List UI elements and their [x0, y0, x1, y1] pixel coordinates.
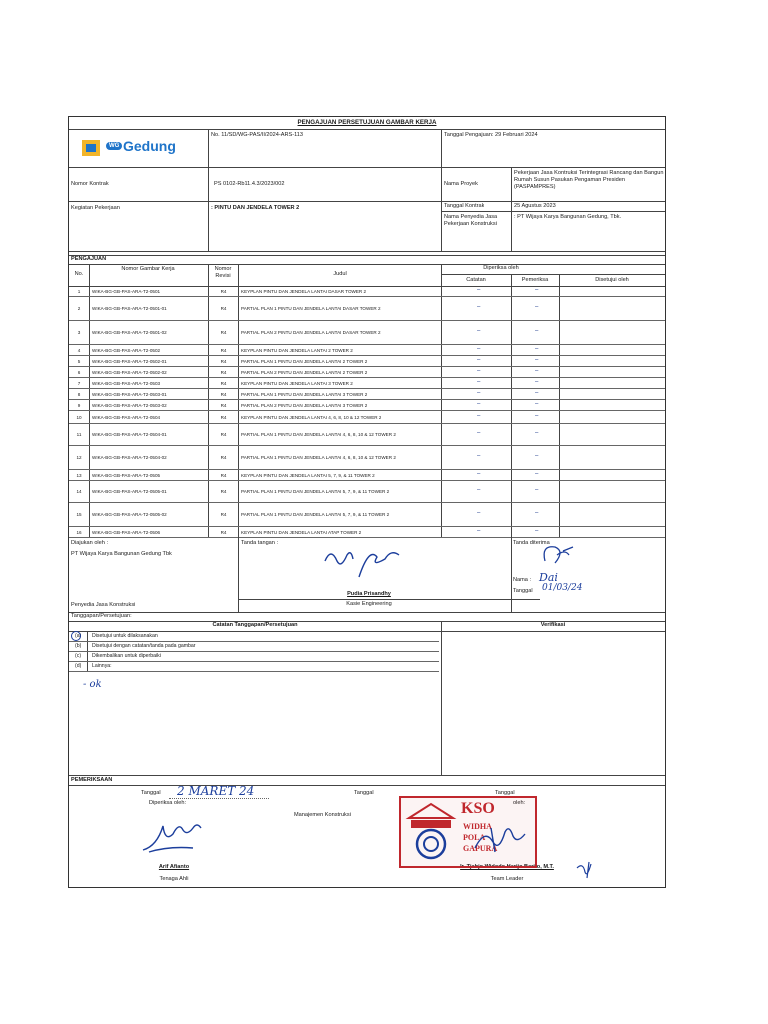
- name-label: Nama :: [513, 577, 532, 583]
- row-drawing-code: WIKA-BG-GB-PAS-ARA-T2-0501: [92, 289, 161, 294]
- row-revision: R4: [220, 381, 227, 386]
- row-drawing-code: WIKA-BG-GB-PAS-ARA-T2-0504-01: [92, 432, 167, 437]
- name-handwritten: Dai: [539, 571, 558, 584]
- table-row: [69, 445, 665, 470]
- stamp-signature: [471, 818, 531, 858]
- col-note: Catatan: [466, 277, 486, 283]
- note-check-mark: –: [477, 528, 481, 534]
- verification-header: Verifikasi: [540, 622, 566, 628]
- row-revision: R4: [220, 489, 227, 494]
- inspector-role: Tenaga Ahli: [159, 876, 189, 882]
- project-name-label: Nama Proyek: [444, 181, 478, 187]
- table-row: [69, 480, 665, 503]
- row-revision: R4: [220, 473, 227, 478]
- ministry-emblem-icon: [81, 138, 103, 158]
- option-label: Lainnya:: [92, 663, 112, 669]
- company-stamp: [399, 796, 537, 868]
- row-title: KEYPLAN PINTU DAN JENDELA LANTAI 5, 7, 9, & 11 TOWER 2: [241, 473, 375, 478]
- col-no: No.: [74, 271, 84, 277]
- row-drawing-code: WIKA-BG-GB-PAS-ARA-T2-0502: [92, 348, 161, 353]
- row-number: 8: [77, 392, 81, 397]
- response-options: [69, 631, 665, 775]
- checked-by-label: Diperiksa oleh:: [149, 800, 186, 806]
- row-number: 2: [77, 306, 81, 311]
- row-revision: R4: [220, 289, 227, 294]
- header-row-2: [69, 167, 665, 202]
- row-revision: R4: [220, 403, 227, 408]
- row-number: 12: [76, 455, 82, 460]
- drawing-table: [69, 286, 665, 537]
- signature-label: Tanda tangan :: [241, 540, 279, 546]
- table-row: [69, 410, 665, 424]
- row-number: 10: [76, 415, 82, 420]
- checker-check-mark: –: [535, 390, 539, 396]
- stamp-line-3: GAPURA: [463, 844, 498, 853]
- checker-check-mark: –: [535, 287, 539, 293]
- project-name-value: Pekerjaan Jasa Kontruksi Terintegrasi Rancang dan Bangun Rumah Susun Pasukan Pengaman Presiden (PASPAMPRES): [514, 170, 664, 190]
- row-revision: R4: [220, 455, 227, 460]
- letter-number: No. 11/SD/WG-PAS/II/2024-ARS-113: [211, 132, 304, 138]
- row-drawing-code: WIKA-BG-GB-PAS-ARA-T2-0504-02: [92, 455, 167, 460]
- provider-label: Nama Penyedia Jasa Pekerjaan Konstruksi: [444, 214, 498, 227]
- row-drawing-code: WIKA-BG-GB-PAS-ARA-T2-0503-01: [92, 392, 167, 397]
- row-revision: R4: [220, 306, 227, 311]
- row-number: 15: [76, 512, 82, 517]
- provider-value: : PT Wijaya Karya Bangunan Gedung, Tbk.: [514, 214, 622, 220]
- note-check-mark: –: [477, 487, 481, 493]
- option-key: (a): [75, 633, 82, 639]
- selected-option-circle: [71, 631, 81, 641]
- note-check-mark: –: [477, 453, 481, 459]
- stamp-line-2: POLA: [463, 833, 486, 842]
- row-revision: R4: [220, 370, 227, 375]
- logo-text: Gedung: [123, 138, 176, 154]
- inspection-date-label-3: Tanggal: [495, 790, 515, 796]
- row-title: KEYPLAN PINTU DAN JENDELA LANTAI 4, 6, 8, 10 & 12 TOWER 2: [241, 415, 382, 420]
- inspection-date-handwritten: 2 MARET 24: [177, 784, 255, 798]
- row-drawing-code: WIKA-BG-GB-PAS-ARA-T2-0505: [92, 473, 161, 478]
- row-drawing-code: WIKA-BG-GB-PAS-ARA-T2-0501-02: [92, 330, 167, 335]
- stamp-emblem-icon: [403, 800, 459, 864]
- provider-footer-label: Penyedia Jasa Konstruksi: [71, 602, 136, 608]
- row-drawing-code: WIKA-BG-GB-PAS-ARA-T2-0504: [92, 415, 161, 420]
- option-key: (b): [75, 643, 82, 649]
- company-logo: [81, 138, 191, 160]
- option-key: (c): [75, 653, 82, 659]
- header-row-1: [69, 129, 665, 168]
- row-title: KEYPLAN PINTU DAN JENDELA LANTAI ATAP TOWER 2: [241, 530, 362, 535]
- inspector-name: Arif Afianto: [158, 864, 190, 870]
- row-revision: R4: [220, 348, 227, 353]
- row-number: 5: [77, 359, 81, 364]
- row-drawing-code: WIKA-BG-GB-PAS-ARA-T2-0503: [92, 381, 161, 386]
- checker-check-mark: –: [535, 510, 539, 516]
- row-revision: R4: [220, 432, 227, 437]
- team-leader-role: Team Leader: [490, 876, 524, 882]
- checker-check-mark: –: [535, 487, 539, 493]
- row-revision: R4: [220, 415, 227, 420]
- row-title: PARTIAL PLAN 1 PINTU DAN JENDELA LANTAI DASAR TOWER 2: [241, 306, 381, 311]
- row-drawing-code: WIKA-BG-GB-PAS-ARA-T2-0505-01: [92, 489, 167, 494]
- table-row: [69, 296, 665, 321]
- checker-check-mark: –: [535, 528, 539, 534]
- inspector-signature: [139, 814, 219, 856]
- team-leader-initial: [575, 860, 605, 880]
- note-check-mark: –: [477, 379, 481, 385]
- option-key: (d): [75, 663, 82, 669]
- row-drawing-code: WIKA-BG-GB-PAS-ARA-T2-0502-01: [92, 359, 167, 364]
- note-check-mark: –: [477, 401, 481, 407]
- note-check-mark: –: [477, 368, 481, 374]
- row-revision: R4: [220, 530, 227, 535]
- row-number: 6: [77, 370, 81, 375]
- option-label: Disetujui dengan catatan/tanda pada gambar: [92, 643, 196, 649]
- table-row: [69, 320, 665, 345]
- row-title: PARTIAL PLAN 2 PINTU DAN JENDELA LANTAI DASAR TOWER 2: [241, 330, 381, 335]
- checker-check-mark: –: [535, 379, 539, 385]
- header-row-3: [69, 201, 665, 252]
- note-check-mark: –: [477, 510, 481, 516]
- date-label: Tanggal: [513, 588, 533, 594]
- checker-check-mark: –: [535, 368, 539, 374]
- option-label: Disetujui untuk dilaksanakan: [92, 633, 158, 639]
- row-title: PARTIAL PLAN 1 PINTU DAN JENDELA LANTAI 5, 7, 9, & 11 TOWER 2: [241, 512, 390, 517]
- row-number: 11: [76, 432, 82, 437]
- row-revision: R4: [220, 359, 227, 364]
- response-label: Tanggapan/Persetujuan:: [71, 613, 132, 619]
- checker-check-mark: –: [535, 346, 539, 352]
- inspection-date-label-1: Tanggal: [141, 790, 161, 796]
- col-checker: Pemeriksa: [521, 277, 549, 283]
- activity-label: Kegiatan Pekerjaan: [71, 205, 120, 211]
- row-drawing-code: WIKA-BG-GB-PAS-ARA-T2-0506: [92, 530, 161, 535]
- row-title: KEYPLAN PINTU DAN JENDELA LANTAI 2 TOWER 2: [241, 348, 353, 353]
- row-drawing-code: WIKA-BG-GB-PAS-ARA-T2-0501-01: [92, 306, 167, 311]
- row-revision: R4: [220, 392, 227, 397]
- row-revision: R4: [220, 330, 227, 335]
- checker-check-mark: –: [535, 304, 539, 310]
- note-check-mark: –: [477, 304, 481, 310]
- form-title: PENGAJUAN PERSETUJUAN GAMBAR KERJA: [297, 119, 437, 126]
- contract-number-label: Nomor Kontrak: [71, 181, 109, 187]
- row-title: PARTIAL PLAN 2 PINTU DAN JENDELA LANTAI 3 TOWER 2: [241, 403, 368, 408]
- contract-date-value: 25 Agustus 2023: [514, 203, 556, 209]
- row-number: 7: [77, 381, 81, 386]
- checker-check-mark: –: [535, 401, 539, 407]
- row-title: PARTIAL PLAN 1 PINTU DAN JENDELA LANTAI 3 TOWER 2: [241, 392, 368, 397]
- note-check-mark: –: [477, 328, 481, 334]
- note-check-mark: –: [477, 287, 481, 293]
- received-label: Tanda diterima: [513, 540, 550, 546]
- inspection-label: PEMERIKSAAN: [71, 777, 113, 783]
- inspection-block: [69, 784, 665, 888]
- note-check-mark: –: [477, 390, 481, 396]
- row-title: KEYPLAN PINTU DAN JENDELA LANTAI DASAR TOWER 2: [241, 289, 367, 294]
- contract-number-value: PS 0102-Rb11.4.3/2023/002: [214, 181, 285, 187]
- note-check-mark: –: [477, 471, 481, 477]
- row-number: 14: [76, 489, 82, 494]
- table-row: [69, 423, 665, 446]
- checker-check-mark: –: [535, 430, 539, 436]
- contract-date-label: Tanggal Kontrak: [444, 203, 485, 209]
- activity-value: : PINTU DAN JENDELA TOWER 2: [211, 205, 300, 211]
- col-checked-by: Diperiksa oleh: [483, 265, 519, 271]
- note-check-mark: –: [477, 430, 481, 436]
- note-check-mark: –: [477, 346, 481, 352]
- receiver-signature: [539, 541, 579, 569]
- col-drawing-number: Nomor Gambar Kerja: [121, 266, 175, 272]
- signature-block: [69, 537, 665, 613]
- row-drawing-code: WIKA-BG-GB-PAS-ARA-T2-0502-02: [92, 370, 167, 375]
- row-title: KEYPLAN PINTU DAN JENDELA LANTAI 3 TOWER 2: [241, 381, 353, 386]
- submitted-by-label: Diajukan oleh :: [71, 540, 109, 546]
- inspection-date-label-2: Tanggal: [354, 790, 374, 796]
- col-approved-by: Disetujui oleh: [595, 277, 629, 283]
- note-check-mark: –: [477, 413, 481, 419]
- date-handwritten: 01/03/24: [542, 583, 583, 593]
- approval-form: [68, 116, 666, 888]
- col-title: Judul: [333, 271, 347, 277]
- response-option: [69, 661, 439, 672]
- submitted-by-value: PT Wijaya Karya Bangunan Gedung Tbk: [71, 551, 172, 557]
- option-label: Dikembalikan untuk diperbaiki: [92, 653, 161, 659]
- signer-signature: [319, 543, 409, 583]
- pengajuan-label: PENGAJUAN: [71, 256, 107, 262]
- row-revision: R4: [220, 512, 227, 517]
- row-title: PARTIAL PLAN 2 PINTU DAN JENDELA LANTAI 2 TOWER 2: [241, 370, 368, 375]
- table-row: [69, 502, 665, 527]
- stamp-line-1: WIDHA: [463, 822, 492, 831]
- row-number: 16: [76, 530, 82, 535]
- logo-badge: WG: [106, 142, 122, 150]
- row-title: PARTIAL PLAN 1 PINTU DAN JENDELA LANTAI 4, 6, 8, 10 & 12 TOWER 2: [241, 432, 396, 437]
- row-drawing-code: WIKA-BG-GB-PAS-ARA-T2-0505-02: [92, 512, 167, 517]
- by-label: oleh:: [513, 800, 526, 806]
- note-check-mark: –: [477, 357, 481, 363]
- row-title: PARTIAL PLAN 1 PINTU DAN JENDELA LANTAI 2 TOWER 2: [241, 359, 368, 364]
- stamp-kso: KSO: [461, 800, 495, 817]
- team-leader-name: Ir. Tjahjo Widodo Harijo Barito, M.T.: [460, 864, 554, 870]
- row-number: 1: [77, 289, 81, 294]
- checker-check-mark: –: [535, 471, 539, 477]
- col-revision: Nomor Revisi: [214, 266, 232, 279]
- row-drawing-code: WIKA-BG-GB-PAS-ARA-T2-0503-02: [92, 403, 167, 408]
- row-number: 13: [76, 473, 82, 478]
- row-title: PARTIAL PLAN 1 PINTU DAN JENDELA LANTAI 4, 6, 8, 10 & 12 TOWER 2: [241, 455, 396, 460]
- construction-management-label: Manajemen Konstruksi: [294, 812, 351, 818]
- row-number: 9: [77, 403, 81, 408]
- response-notes-header: Catatan Tanggapan/Persetujuan: [212, 622, 298, 628]
- checker-check-mark: –: [535, 357, 539, 363]
- checker-check-mark: –: [535, 328, 539, 334]
- checker-check-mark: –: [535, 413, 539, 419]
- handwritten-note: - ok: [83, 679, 102, 690]
- checker-check-mark: –: [535, 453, 539, 459]
- row-title: PARTIAL PLAN 1 PINTU DAN JENDELA LANTAI 5, 7, 9, & 11 TOWER 2: [241, 489, 390, 494]
- submission-date: Tanggal Pengajuan: 29 Februari 2024: [444, 132, 538, 138]
- signer-role: Kasie Engineering: [346, 601, 392, 607]
- row-number: 3: [77, 330, 81, 335]
- signer-name: Pudia Prisandhy: [347, 591, 391, 597]
- row-number: 4: [77, 348, 81, 353]
- table-header: [69, 264, 665, 287]
